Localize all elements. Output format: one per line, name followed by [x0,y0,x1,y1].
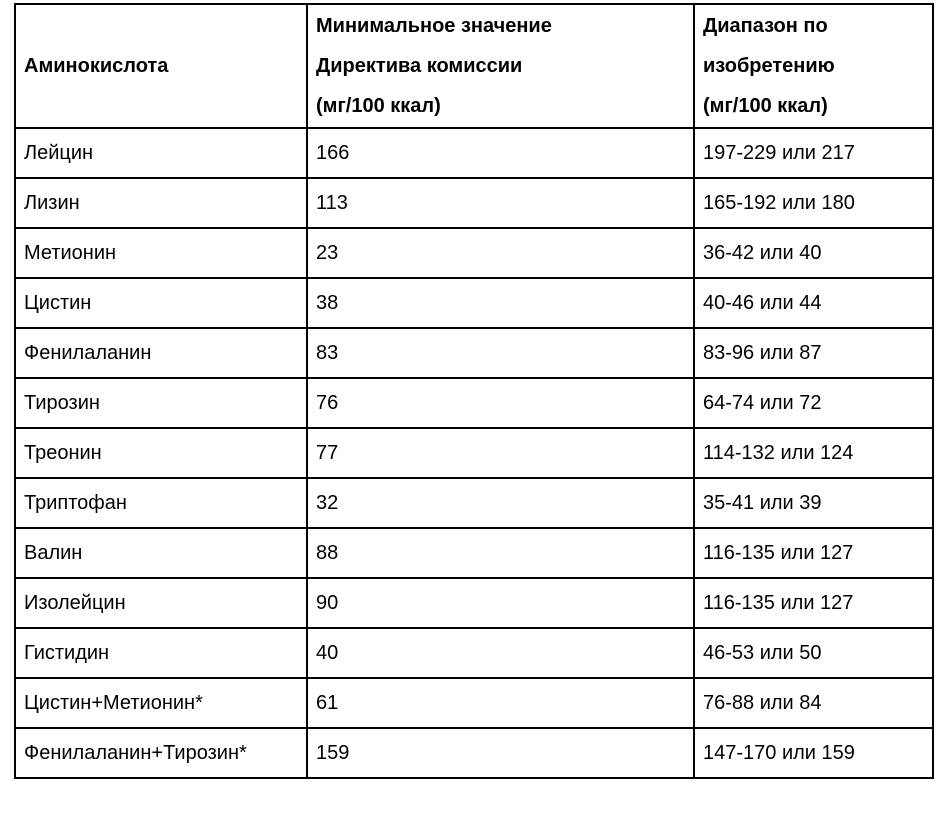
range-cell: 197-229 или 217 [694,128,933,178]
table-row [15,278,933,328]
range-cell: 147-170 или 159 [694,728,933,778]
range-cell: 36-42 или 40 [694,228,933,278]
amino-acid-cell: Цистин [15,278,307,328]
minimum-value-cell: 159 [307,728,694,778]
header-range-line: Диапазон по [703,15,828,37]
amino-acid-cell: Гистидин [15,628,307,678]
table-row [15,128,933,178]
range-cell: 165-192 или 180 [694,178,933,228]
table-row [15,478,933,528]
amino-acid-cell: Валин [15,528,307,578]
table-row [15,378,933,428]
range-cell: 35-41 или 39 [694,478,933,528]
minimum-value-cell: 83 [307,328,694,378]
amino-acid-cell: Фенилаланин [15,328,307,378]
amino-acid-cell: Тирозин [15,378,307,428]
minimum-value-cell: 166 [307,128,694,178]
table-row [15,428,933,478]
table-body [15,128,933,778]
header-row [15,4,933,128]
amino-acid-cell: Фенилаланин+Тирозин* [15,728,307,778]
range-cell: 116-135 или 127 [694,578,933,628]
range-cell: 116-135 или 127 [694,528,933,578]
table-row [15,178,933,228]
table-row [15,328,933,378]
table-row [15,528,933,578]
amino-acid-cell: Цистин+Метионин* [15,678,307,728]
table-row [15,628,933,678]
amino-acid-cell: Треонин [15,428,307,478]
minimum-value-cell: 32 [307,478,694,528]
range-cell: 64-74 или 72 [694,378,933,428]
header-range [694,4,933,128]
range-cell: 83-96 или 87 [694,328,933,378]
amino-acid-cell: Лейцин [15,128,307,178]
amino-acid-cell: Триптофан [15,478,307,528]
header-minimum-line: Директива комиссии [316,55,523,77]
minimum-value-cell: 76 [307,378,694,428]
minimum-value-cell: 38 [307,278,694,328]
amino-acid-table [14,3,934,779]
minimum-value-cell: 77 [307,428,694,478]
minimum-value-cell: 61 [307,678,694,728]
minimum-value-cell: 88 [307,528,694,578]
header-minimum-line: (мг/100 ккал) [316,95,441,117]
table-row [15,578,933,628]
range-cell: 114-132 или 124 [694,428,933,478]
header-amino-acid: Аминокислота [15,4,307,128]
header-minimum-value [307,4,694,128]
header-minimum-line: Минимальное значение [316,15,552,37]
header-range-line: (мг/100 ккал) [703,95,828,117]
minimum-value-cell: 90 [307,578,694,628]
range-cell: 76-88 или 84 [694,678,933,728]
range-cell: 46-53 или 50 [694,628,933,678]
minimum-value-cell: 40 [307,628,694,678]
amino-acid-cell: Метионин [15,228,307,278]
minimum-value-cell: 23 [307,228,694,278]
table-header [15,4,933,128]
table-row [15,228,933,278]
minimum-value-cell: 113 [307,178,694,228]
table-row [15,728,933,778]
range-cell: 40-46 или 44 [694,278,933,328]
table-row [15,678,933,728]
header-range-line: изобретению [703,55,835,77]
amino-acid-cell: Лизин [15,178,307,228]
amino-acid-cell: Изолейцин [15,578,307,628]
